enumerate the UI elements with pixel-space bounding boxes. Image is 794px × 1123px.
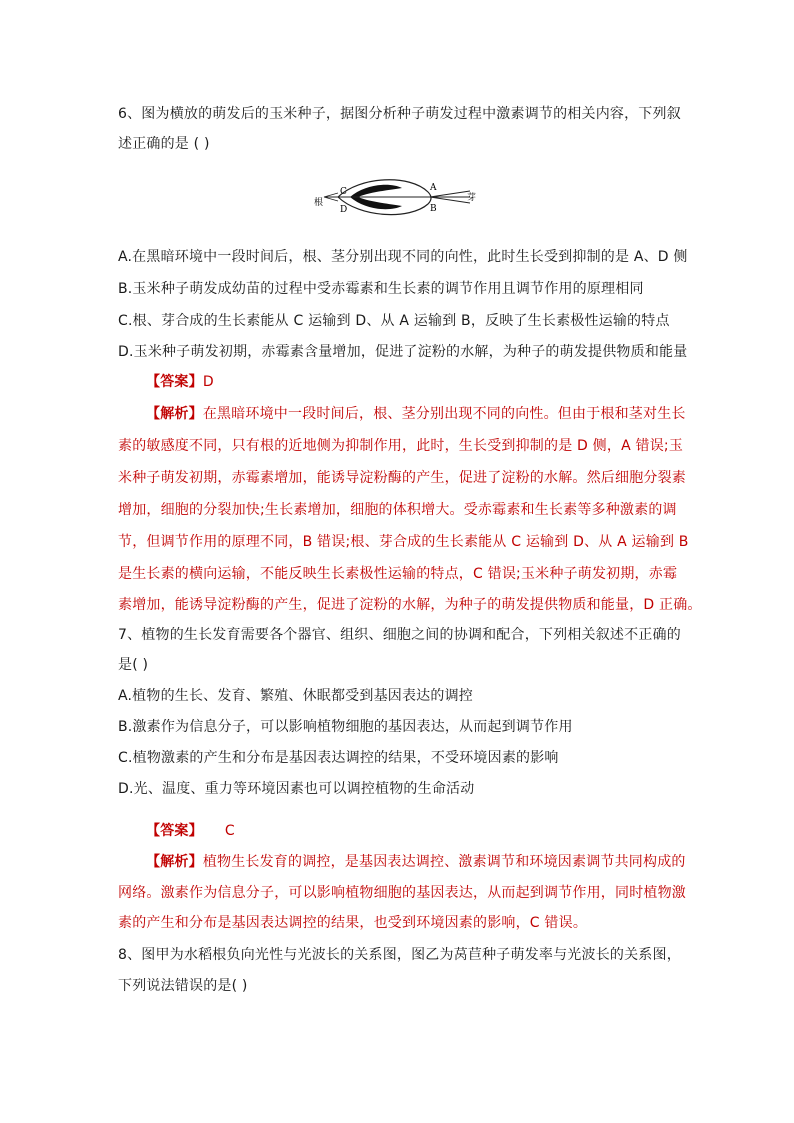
q7-answer-value: C [224,823,235,839]
label-b: B [430,204,437,214]
q6-analysis-line7: 素增加，能诱导淀粉酶的产生，促进了淀粉的水解，为种子的萌发提供物质和能量，D 正确。 [118,597,702,613]
q7-option-c: C.植物激素的产生和分布是基因表达调控的结果，不受环境因素的影响 [118,750,559,766]
q6-analysis-text1: 在黑暗环境中一段时间后，根、茎分别出现不同的向性。但由于根和茎对生长 [202,406,686,422]
q7-analysis-line2: 网络。激素作为信息分子，可以影响植物细胞的基因表达，从而起到调节作用，同时植物激 [118,885,686,901]
q6-analysis-line2: 素的敏感度不同，只有根的近地侧为抑制作用，此时，生长受到抑制的是 D 侧，A 错误;玉 [118,438,684,454]
q6-option-a: A.在黑暗环境中一段时间后，根、茎分别出现不同的向性，此时生长受到抑制的是 A、D 侧 [118,249,688,265]
q6-option-b: B.玉米种子萌发成幼苗的过程中受赤霉素和生长素的调节作用且调节作用的原理相同 [118,281,644,297]
q7-analysis-line3: 素的产生和分布是基因表达调控的结果，也受到环境因素的影响，C 错误。 [118,915,588,931]
q6-analysis-label: 【解析】 [146,406,203,422]
bud-label: 芽 [467,193,477,203]
q6-answer-label: 【答案】 [146,374,203,390]
root-label: 根 [314,198,324,208]
q7-analysis-label: 【解析】 [146,854,203,870]
q6-stem-line1: 6、图为横放的萌发后的玉米种子，据图分析种子萌发过程中激素调节的相关内容，下列叙 [118,106,681,122]
q6-answer-value: D [202,374,214,390]
label-c: C [340,187,347,197]
q7-answer [146,821,706,841]
label-d: D [340,205,348,215]
q6-stem-line2: 述正确的是 ( ) [118,136,210,152]
q6-analysis-line3: 米种子萌发初期，赤霉素增加，能诱导淀粉酶的产生，促进了淀粉的水解。然后细胞分裂素 [118,470,686,486]
corn-seed-diagram [310,174,485,222]
q7-option-d: D.光、温度、重力等环境因素也可以调控植物的生命活动 [118,781,475,797]
q8-stem-line2: 下列说法错误的是( ) [118,978,248,994]
q8-stem-line1: 8、图甲为水稻根负向光性与光波长的关系图，图乙为莴苣种子萌发率与光波长的关系图， [118,947,681,963]
q6-analysis-line4: 增加，细胞的分裂加快;生长素增加，细胞的体积增大。受赤霉素和生长素等多种激素的调 [118,502,677,518]
q6-analysis-line1 [146,404,706,424]
q6-answer [146,372,706,392]
q7-analysis-line1 [146,852,706,872]
q6-analysis-line5: 节，但调节作用的原理不同，B 错误;根、芽合成的生长素能从 C 运输到 D、从 A 运输到 B [118,534,689,550]
q7-stem-line2: 是( ) [118,657,149,673]
q6-option-c: C.根、芽合成的生长素能从 C 运输到 D、从 A 运输到 B，反映了生长素极性运输的特点 [118,313,670,329]
q6-option-d: D.玉米种子萌发初期，赤霉素含量增加，促进了淀粉的水解，为种子的萌发提供物质和能量 [118,344,688,360]
q7-option-b: B.激素作为信息分子，可以影响植物细胞的基因表达，从而起到调节作用 [118,719,573,735]
label-a: A [430,183,437,193]
q6-analysis-line6: 是生长素的横向运输，不能反映生长素极性运输的特点，C 错误;玉米种子萌发初期，赤霉 [118,566,678,582]
q7-stem-line1: 7、植物的生长发育需要各个器官、组织、细胞之间的协调和配合，下列相关叙述不正确的 [118,627,681,643]
q7-option-a: A.植物的生长、发育、繁殖、休眠都受到基因表达的调控 [118,688,473,704]
q7-analysis-text1: 植物生长发育的调控，是基因表达调控、激素调节和环境因素调节共同构成的 [202,854,686,870]
q7-answer-label: 【答案】 [146,823,203,839]
